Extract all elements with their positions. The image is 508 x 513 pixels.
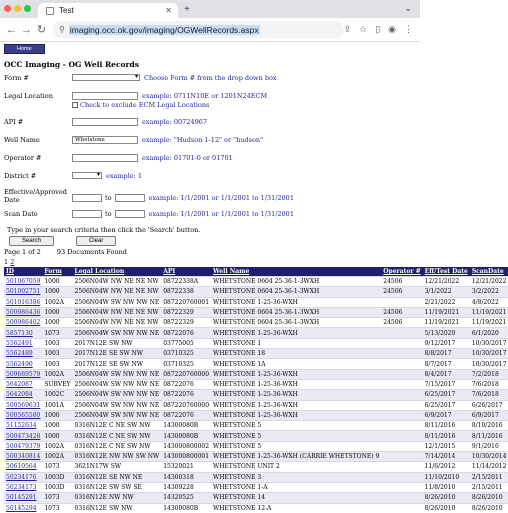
tab-menu-chevron-icon[interactable]: ⌄ — [404, 3, 412, 14]
browser-tabbar — [0, 0, 420, 18]
scan-date-label: Scan Date — [4, 210, 72, 218]
api-hint: example: 00724967 — [142, 118, 207, 126]
cell-well-name: WHETSTONE 1-25-36-WXH — [211, 328, 381, 338]
cell-id[interactable]: 50234173 — [4, 482, 42, 492]
results-table — [4, 267, 508, 513]
cell-eff-test-date: 7/14/2014 — [423, 452, 470, 462]
table-row — [4, 297, 508, 307]
form-select[interactable] — [72, 74, 140, 81]
table-row — [4, 287, 508, 297]
cell-eff-test-date: 8/26/2010 — [423, 503, 470, 513]
cell-well-name: WHETSTONE 0604 25-36-1-3WXH — [211, 307, 381, 317]
page-content — [0, 42, 420, 513]
cell-legal-location: 0316N12E SW SW SE — [73, 482, 162, 492]
operator-input[interactable] — [72, 154, 138, 162]
cell-legal-location: 2017N12E SE SW NW — [73, 359, 162, 369]
cell-api: 08722076 — [161, 328, 211, 338]
cell-operator — [381, 472, 422, 482]
window-controls — [4, 5, 31, 12]
cell-form: 1003D — [42, 472, 72, 482]
cell-well-name: WHETSTONE UNIT 2 — [211, 462, 381, 472]
pager — [4, 258, 416, 266]
browser-tab[interactable] — [38, 3, 178, 18]
form-label: Form # — [4, 74, 72, 82]
cell-operator — [381, 369, 422, 379]
cell-form: 1002A — [42, 297, 72, 307]
cell-form: 1000 — [42, 410, 72, 420]
pager-current: 1 — [4, 258, 8, 266]
cell-eff-test-date: 12/1/2015 — [423, 441, 470, 451]
cell-scan-date: 4/8/2022 — [470, 297, 508, 307]
exclude-ecm-checkbox[interactable] — [72, 102, 78, 108]
cell-operator — [381, 390, 422, 400]
cell-id[interactable]: 51152634 — [4, 421, 42, 431]
search-button[interactable]: Search — [9, 236, 54, 246]
cell-form: 1073 — [42, 328, 72, 338]
cell-scan-date: 10/30/2017 — [470, 349, 508, 359]
scan-date-from-input[interactable] — [72, 210, 102, 218]
cell-id[interactable]: 5642084 — [4, 390, 42, 400]
cell-api: 14300080B — [161, 421, 211, 431]
cell-legal-location: 0316N12E C NE SW NW — [73, 431, 162, 441]
cell-form: 1001A — [42, 400, 72, 410]
cell-operator — [381, 297, 422, 307]
cell-operator — [381, 359, 422, 369]
cell-eff-test-date: 8/8/2017 — [423, 349, 470, 359]
cell-scan-date: 11/19/2021 — [470, 318, 508, 328]
operator-hint: example: 01701-0 or 01701 — [142, 154, 233, 162]
cell-operator — [381, 462, 422, 472]
cell-scan-date: 3/2/2022 — [470, 287, 508, 297]
cell-form: 1003D — [42, 482, 72, 492]
table-row — [4, 390, 508, 400]
maximize-window-icon[interactable] — [24, 5, 31, 12]
close-window-icon[interactable] — [4, 5, 11, 12]
cell-legal-location: 2506N04W NW NE NE NW — [73, 318, 162, 328]
well-name-hint: example: "Hudson 1-12" or "hudson" — [142, 136, 263, 144]
table-row — [4, 482, 508, 492]
cell-form: 1003 — [42, 359, 72, 369]
cell-scan-date: 10/30/2017 — [470, 338, 508, 348]
table-row — [4, 318, 508, 328]
effective-date-to-input[interactable] — [115, 194, 145, 202]
cell-eff-test-date: 8/4/2017 — [423, 369, 470, 379]
cell-id[interactable]: 5562491 — [4, 338, 42, 348]
cell-well-name: WHETSTONE 1A — [211, 359, 381, 369]
col-header-well-name[interactable]: Well Name — [211, 267, 381, 277]
cell-legal-location: 0316N12E NW NW — [73, 493, 162, 503]
documents-found: 93 Documents Found — [57, 248, 127, 256]
cell-eff-test-date: 12/21/2022 — [423, 277, 470, 287]
col-header-eff-test-date[interactable]: Eff/Test Date — [423, 267, 470, 277]
cell-well-name: WHETSTONE 1-25-36-WXH — [211, 297, 381, 307]
cell-id[interactable]: 5642087 — [4, 379, 42, 389]
cell-id[interactable]: 501002751 — [4, 287, 42, 297]
cell-eff-test-date: 8/26/2010 — [423, 493, 470, 503]
table-row — [4, 277, 508, 287]
cell-operator — [381, 410, 422, 420]
col-header-scan-date[interactable]: ScanDate — [470, 267, 508, 277]
cell-eff-test-date: 8/11/2016 — [423, 421, 470, 431]
table-row — [4, 493, 508, 503]
cell-well-name: WHETSTONE 1-25-36-WXH — [211, 400, 381, 410]
page-info: Page 1 of 2 — [4, 248, 41, 256]
cell-well-name: WHETSTONE 1-25-36-WXH — [211, 379, 381, 389]
cell-api: 14309228 — [161, 482, 211, 492]
district-hint: example: 1 — [106, 172, 142, 180]
cell-legal-location: 0316N12E NW NW SW NW — [73, 452, 162, 462]
table-row — [4, 472, 508, 482]
well-name-label: Well Name — [4, 136, 72, 144]
cell-eff-test-date: 8/7/2017 — [423, 359, 470, 369]
table-row — [4, 307, 508, 317]
cell-well-name: WHETSTONE 1 — [211, 338, 381, 348]
form-row-district — [4, 172, 416, 182]
table-row — [4, 431, 508, 441]
cell-form: 1000 — [42, 307, 72, 317]
instructions-text: Type in your search criteria then click the 'Search' button. — [4, 226, 416, 234]
cell-eff-test-date: 11/8/2010 — [423, 482, 470, 492]
cell-legal-location: 0316N12E SE NW NE — [73, 472, 162, 482]
district-select[interactable] — [72, 172, 102, 179]
table-row — [4, 421, 508, 431]
legal-hint: example: 0711N10E or 1201N24ECM — [142, 92, 267, 100]
cell-well-name: WHETSTONE 14 — [211, 493, 381, 503]
cell-id[interactable]: 50234176 — [4, 472, 42, 482]
cell-api: 143000800001 — [161, 452, 211, 462]
form-row-api — [4, 118, 416, 128]
cell-scan-date: 8/11/2016 — [470, 431, 508, 441]
table-row — [4, 503, 508, 513]
form-row-well — [4, 136, 416, 146]
cell-operator — [381, 493, 422, 503]
cell-eff-test-date: 11/19/2021 — [423, 318, 470, 328]
cell-id[interactable]: 500479379 — [4, 441, 42, 451]
form-row-operator — [4, 154, 416, 164]
tab-close-icon[interactable]: ✕ — [165, 6, 172, 15]
cell-legal-location: 2506N04W SW NW NW NE — [73, 390, 162, 400]
cell-form: 1002A — [42, 452, 72, 462]
cell-eff-test-date: 8/11/2016 — [423, 431, 470, 441]
form-row-legal — [4, 92, 416, 109]
cell-api: 143000800002 — [161, 441, 211, 451]
cell-form: 1000 — [42, 318, 72, 328]
cell-legal-location: 2017N12E SW NW — [73, 338, 162, 348]
cell-api: 14300318 — [161, 472, 211, 482]
cell-form: 1002C — [42, 390, 72, 400]
exclude-ecm-label: Check to exclude ECM Legal Locations — [80, 101, 209, 109]
cell-well-name: WHETSTONE 1-25-36-WXH — [211, 390, 381, 400]
reload-icon[interactable]: ↻ — [34, 23, 49, 36]
cell-form: 1000 — [42, 421, 72, 431]
table-row — [4, 349, 508, 359]
cell-api: 08722329 — [161, 307, 211, 317]
address-bar[interactable] — [53, 21, 344, 38]
cell-eff-test-date: 7/15/2017 — [423, 379, 470, 389]
cell-eff-test-date: 3/1/2022 — [423, 287, 470, 297]
cell-id[interactable]: 5562490 — [4, 359, 42, 369]
menu-kebab-icon[interactable]: ⋮ — [404, 24, 413, 35]
cell-operator: 24506 — [381, 287, 422, 297]
scan-date-to-input[interactable] — [115, 210, 145, 218]
table-row — [4, 452, 508, 462]
cell-api: 03710325 — [161, 349, 211, 359]
cell-id[interactable]: 50145294 — [4, 503, 42, 513]
site-info-icon[interactable]: ⚲ — [59, 25, 65, 34]
form-row-scan — [4, 210, 416, 220]
col-header-api[interactable]: API — [161, 267, 211, 277]
table-row — [4, 410, 508, 420]
cell-api: 08722338A — [161, 277, 211, 287]
cell-legal-location: 2506N04W NW NE NE NW — [73, 307, 162, 317]
scan-hint: example: 1/1/2001 or 1/1/2001 to 1/31/2001 — [149, 210, 294, 218]
address-url[interactable]: imaging.occ.ok.gov/imaging/OGWellRecords.aspx — [69, 25, 260, 35]
cell-well-name: WHETSTONE 5 — [211, 421, 381, 431]
cell-operator — [381, 379, 422, 389]
cell-form: 1003 — [42, 349, 72, 359]
cell-api: 03775005 — [161, 338, 211, 348]
action-buttons — [4, 236, 416, 246]
cell-legal-location: 0316N12E SW NW — [73, 503, 162, 513]
results-header-row — [4, 267, 508, 277]
cell-api: 087220760000 — [161, 369, 211, 379]
cell-well-name: WHETSTONE 0604 25-36-1-3WXH — [211, 318, 381, 328]
cell-id[interactable]: 500565580 — [4, 410, 42, 420]
cell-operator — [381, 400, 422, 410]
cell-form: 1073 — [42, 493, 72, 503]
cell-legal-location: 3621N17W SW — [73, 462, 162, 472]
cell-legal-location: 2506N04W SW NW NW NE — [73, 400, 162, 410]
cell-form: SURVEY — [42, 379, 72, 389]
table-row — [4, 328, 508, 338]
cell-eff-test-date: 11/6/2012 — [423, 462, 470, 472]
district-label: District # — [4, 172, 72, 180]
cell-scan-date: 6/26/2017 — [470, 400, 508, 410]
cell-well-name: WHETSTONE 1-A — [211, 482, 381, 492]
cell-scan-date: 11/19/2021 — [470, 307, 508, 317]
results-summary — [4, 248, 416, 256]
cell-id[interactable]: 50610564 — [4, 462, 42, 472]
share-icon[interactable]: ⇪ — [344, 24, 352, 35]
cell-operator: 24506 — [381, 318, 422, 328]
cell-scan-date: 9/1/2016 — [470, 441, 508, 451]
cell-id[interactable]: 500569631 — [4, 400, 42, 410]
cell-well-name: WHETSTONE 3 — [211, 472, 381, 482]
cell-scan-date: 10/30/2014 — [470, 452, 508, 462]
cell-legal-location: 2506N04W SW NW NW NE — [73, 369, 162, 379]
effective-hint: example: 1/1/2001 or 1/1/2001 to 1/31/2001 — [149, 194, 294, 202]
forward-arrow-icon[interactable]: → — [19, 24, 34, 36]
cell-well-name: WHETSTONE 1-25-36-WXH (CARRIE WHETSTONE) 9 — [211, 452, 381, 462]
table-row — [4, 462, 508, 472]
cell-form: 1003 — [42, 338, 72, 348]
cell-id[interactable]: 500986436 — [4, 307, 42, 317]
cell-legal-location: 2506N04W NW NE NE NW — [73, 277, 162, 287]
cell-eff-test-date: 6/25/2017 — [423, 400, 470, 410]
cell-eff-test-date: 5/13/2020 — [423, 328, 470, 338]
cell-legal-location: 0316N12E C NE SW NW — [73, 421, 162, 431]
cell-well-name: WHETSTONE 12-A — [211, 503, 381, 513]
col-header-form[interactable]: Form — [42, 267, 72, 277]
results-body — [4, 277, 508, 513]
operator-label: Operator # — [4, 154, 72, 162]
cell-well-name: WHETSTONE 1-25-36-WXH — [211, 369, 381, 379]
cell-form: 1000 — [42, 431, 72, 441]
cell-api: 15320021 — [161, 462, 211, 472]
cell-scan-date: 6/1/2020 — [470, 328, 508, 338]
cell-operator — [381, 441, 422, 451]
cell-scan-date: 7/2/2018 — [470, 369, 508, 379]
cell-scan-date: 10/30/2017 — [470, 359, 508, 369]
cell-legal-location: 2506N04W SW NW NW NE — [73, 328, 162, 338]
effective-date-from-input[interactable] — [72, 194, 102, 202]
cell-form: 1073 — [42, 462, 72, 472]
cell-operator — [381, 482, 422, 492]
cell-scan-date: 12/21/2022 — [470, 277, 508, 287]
cell-eff-test-date: 9/12/2017 — [423, 338, 470, 348]
cell-scan-date: 2/15/2011 — [470, 472, 508, 482]
cell-api: 14320525 — [161, 493, 211, 503]
cell-eff-test-date: 6/25/2017 — [423, 390, 470, 400]
scan-to-label: to — [105, 210, 112, 218]
cell-id[interactable]: 509689579 — [4, 369, 42, 379]
cell-api: 03710325 — [161, 359, 211, 369]
cell-legal-location: 2506N04W NW NE NE NW — [73, 287, 162, 297]
cell-eff-test-date: 6/9/2017 — [423, 410, 470, 420]
cell-form: 1000 — [42, 287, 72, 297]
cell-scan-date: 6/9/2017 — [470, 410, 508, 420]
home-button[interactable]: Home — [4, 44, 45, 54]
cell-well-name: WHETSTONE 5 — [211, 431, 381, 441]
cell-api: 08722076 — [161, 390, 211, 400]
pager-link-2[interactable]: 2 — [10, 258, 14, 266]
col-header-legal-location[interactable]: Legal Location — [73, 267, 162, 277]
cell-id[interactable]: 50145291 — [4, 493, 42, 503]
cell-form: 1073 — [42, 503, 72, 513]
cell-operator — [381, 421, 422, 431]
cell-form: 1000 — [42, 277, 72, 287]
cell-eff-test-date: 2/21/2022 — [423, 297, 470, 307]
cell-operator: 24506 — [381, 277, 422, 287]
cell-operator — [381, 349, 422, 359]
table-row — [4, 379, 508, 389]
back-arrow-icon[interactable]: ← — [4, 24, 19, 36]
cell-scan-date: 8/10/2016 — [470, 421, 508, 431]
well-name-input[interactable]: Whetstone — [72, 136, 138, 144]
col-header-id[interactable]: ID — [4, 267, 42, 277]
cell-id[interactable]: 5857130 — [4, 328, 42, 338]
cell-id[interactable]: 5562489 — [4, 349, 42, 359]
cell-id[interactable]: 500340814 — [4, 452, 42, 462]
cell-api: 14300080B — [161, 503, 211, 513]
form-hint: Choose Form # from the drop down box — [144, 74, 277, 82]
table-row — [4, 369, 508, 379]
new-tab-button[interactable]: + — [184, 4, 190, 15]
cell-well-name: WHETSTONE 5 — [211, 441, 381, 451]
cell-well-name: WHETSTONE 0604 25-36-1-3WXH — [211, 277, 381, 287]
form-row-effective — [4, 188, 416, 204]
clear-button[interactable]: Clear — [76, 236, 116, 246]
cell-operator: 24506 — [381, 307, 422, 317]
table-row — [4, 359, 508, 369]
api-label: API # — [4, 118, 72, 126]
cell-id[interactable]: 501016386 — [4, 297, 42, 307]
cell-eff-test-date: 11/10/2010 — [423, 472, 470, 482]
cell-api: 087220760001 — [161, 297, 211, 307]
cell-id[interactable]: 500473428 — [4, 431, 42, 441]
legal-label: Legal Location — [4, 92, 72, 100]
cell-well-name: WHETSTONE 18 — [211, 349, 381, 359]
cell-operator — [381, 452, 422, 462]
page-favicon-icon — [46, 7, 54, 15]
cell-api: 08722338 — [161, 287, 211, 297]
cell-well-name: WHETSTONE 0604 25-36-1-3WXH — [211, 287, 381, 297]
cell-id[interactable]: 500986402 — [4, 318, 42, 328]
cell-scan-date: 7/6/2018 — [470, 379, 508, 389]
table-row — [4, 338, 508, 348]
cell-api: 08722076 — [161, 379, 211, 389]
cell-operator — [381, 503, 422, 513]
cell-legal-location: 2017N12E SE SW NW — [73, 349, 162, 359]
cell-form: 1002A — [42, 369, 72, 379]
page-title: OCC Imaging - OG Well Records — [4, 60, 416, 69]
form-row-form — [4, 74, 416, 84]
col-header-operator[interactable]: Operator # — [381, 267, 422, 277]
cell-form: 1002A — [42, 441, 72, 451]
bookmark-star-icon[interactable]: ☆ — [359, 24, 367, 35]
table-row — [4, 441, 508, 451]
cell-api: 08722329 — [161, 318, 211, 328]
cell-operator — [381, 338, 422, 348]
cell-well-name: WHETSTONE 1-25-36-WXH — [211, 410, 381, 420]
effective-to-label: to — [105, 194, 112, 202]
cell-scan-date: 11/14/2012 — [470, 462, 508, 472]
cell-scan-date: 8/26/2010 — [470, 503, 508, 513]
tab-title: Test — [59, 6, 74, 15]
cell-id[interactable]: 501067059 — [4, 277, 42, 287]
cell-legal-location: 2506N04W SW NW NW NE — [73, 379, 162, 389]
browser-toolbar — [0, 18, 420, 42]
cell-legal-location: 2506N04W SW NW NW NE — [73, 297, 162, 307]
cell-legal-location: 2506N04W SW NW NW NE — [73, 410, 162, 420]
minimize-window-icon[interactable] — [14, 5, 21, 12]
cell-scan-date: 8/26/2010 — [470, 493, 508, 503]
cell-scan-date: 2/15/2011 — [470, 482, 508, 492]
api-input[interactable] — [72, 118, 138, 126]
sidebar-icon[interactable]: ▯ — [375, 24, 380, 35]
cell-operator — [381, 431, 422, 441]
table-row — [4, 400, 508, 410]
cell-legal-location: 0316N12E C NE SW NW — [73, 441, 162, 451]
cell-eff-test-date: 11/19/2021 — [423, 307, 470, 317]
profile-icon[interactable]: ◉ — [388, 24, 396, 35]
cell-api: 14300080B — [161, 431, 211, 441]
cell-api: 087220760000 — [161, 400, 211, 410]
cell-api: 08722076 — [161, 410, 211, 420]
legal-location-input[interactable] — [72, 92, 138, 100]
effective-date-label: Effective/Approved Date — [4, 188, 72, 204]
cell-operator — [381, 328, 422, 338]
cell-scan-date: 7/6/2018 — [470, 390, 508, 400]
